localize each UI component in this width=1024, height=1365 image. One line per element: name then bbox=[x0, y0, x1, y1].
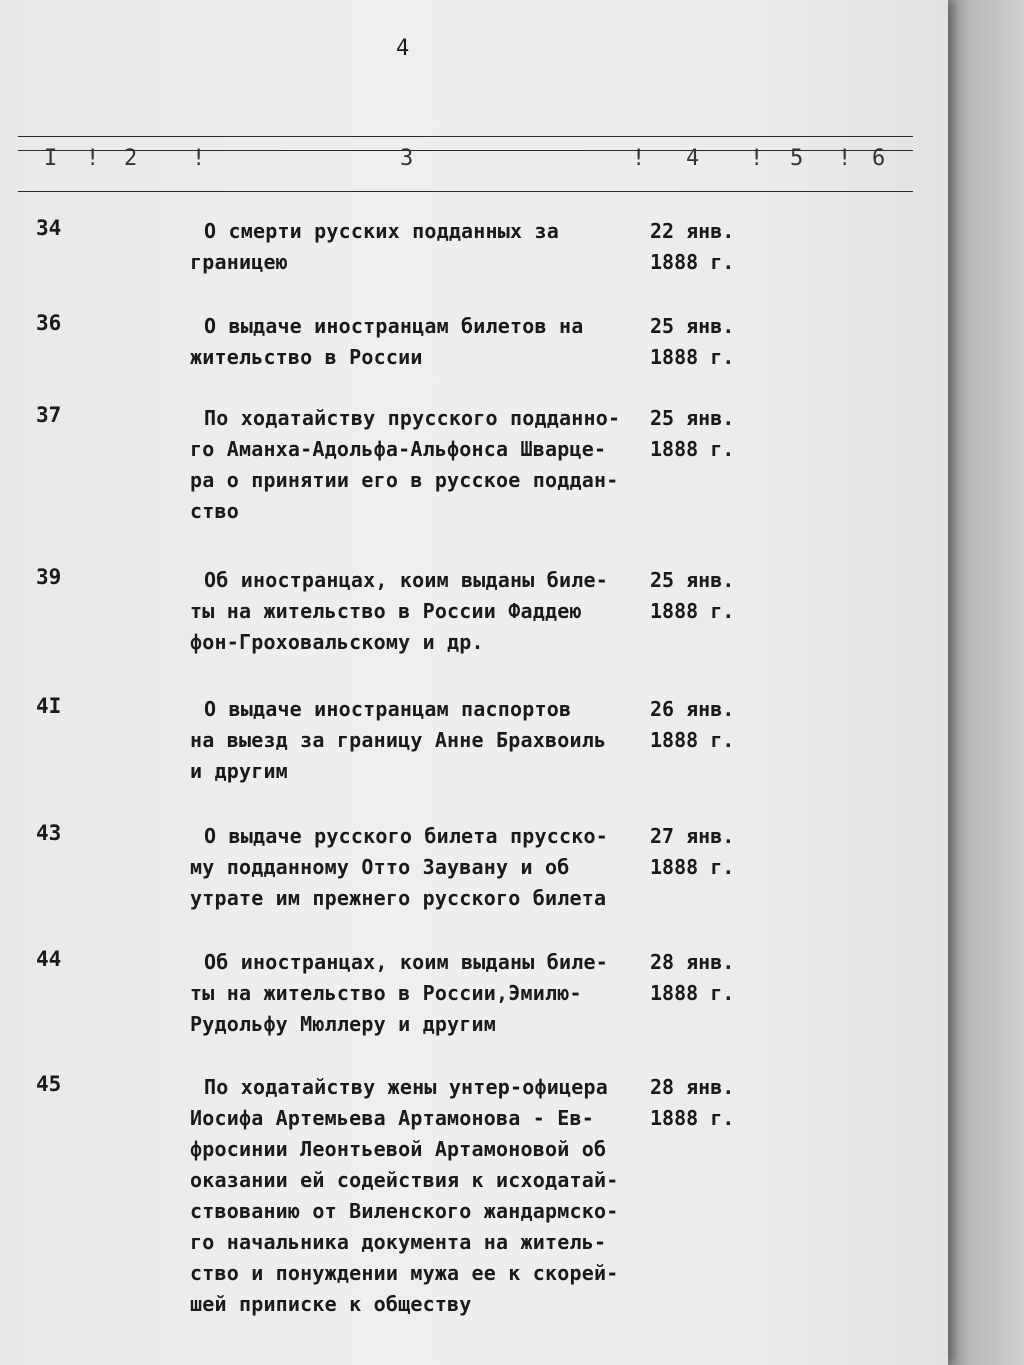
entry-description: О выдаче русского билета прусско- му подданному Отто Заувану и об утрате им прежнего русского билета bbox=[190, 824, 608, 910]
entry-date: 28 янв. 1888 г. bbox=[650, 950, 735, 1005]
column-separator: ! bbox=[86, 146, 100, 171]
column-header-4: 4 bbox=[686, 146, 700, 171]
table-header-inner-rule bbox=[18, 150, 913, 151]
entry-description: Об иностранцах, коим выданы биле- ты на жительство в Pоссии Фаддею фон-Гроховальскому и др. bbox=[190, 568, 608, 654]
column-header-3: 3 bbox=[400, 146, 414, 171]
entry-description: О выдаче иностранцам билетов на жительство в России bbox=[190, 314, 584, 369]
entry-date: 26 янв. 1888 г. bbox=[650, 697, 735, 752]
entry-date: 25 янв. 1888 г. bbox=[650, 568, 735, 623]
column-separator: ! bbox=[632, 146, 646, 171]
column-header-1: I bbox=[44, 146, 58, 171]
entry-number: 37 bbox=[36, 403, 62, 427]
page-edge-shadow bbox=[948, 0, 1024, 1365]
entry-description: По ходатайству прусского подданно- го Аманха-Адольфа-Альфонса Шварце- ра о принятии его в русское поддан- ство bbox=[190, 406, 621, 523]
entry-description: Об иностранцах, коим выданы биле- ты на жительство в России,Эмилю- Рудольфу Мюллеру и другим bbox=[190, 950, 608, 1036]
entry-number: 44 bbox=[36, 947, 62, 971]
page-number: 4 bbox=[396, 36, 410, 61]
entry-description: О смерти русских подданных за границею bbox=[190, 219, 559, 274]
entry-number: 45 bbox=[36, 1072, 62, 1096]
column-header-6: 6 bbox=[872, 146, 886, 171]
column-header-2: 2 bbox=[124, 146, 138, 171]
entry-number: 43 bbox=[36, 821, 62, 845]
column-separator: ! bbox=[838, 146, 852, 171]
column-separator: ! bbox=[750, 146, 764, 171]
entry-date: 25 янв. 1888 г. bbox=[650, 314, 735, 369]
entry-number: 36 bbox=[36, 311, 62, 335]
entry-date: 25 янв. 1888 г. bbox=[650, 406, 735, 461]
column-header-5: 5 bbox=[790, 146, 804, 171]
column-separator: ! bbox=[192, 146, 206, 171]
entry-description: По ходатайству жены унтер-офицера Иосифа Артемьева Артамонова - Ев- фросинии Леонтьевой Артамоновой об оказании ей содействия к исходатай- ствованию от Виленского жандармско- го начальника документа на житель- ство и понуждении мужа ее к скорей- шей приписке к обществу bbox=[190, 1075, 619, 1316]
entry-description: О выдаче иностранцам паспортов на выезд за границу Анне Брахвоиль и другим bbox=[190, 697, 607, 783]
entry-number: 34 bbox=[36, 216, 62, 240]
entry-date: 28 янв. 1888 г. bbox=[650, 1075, 735, 1130]
entry-number: 4I bbox=[36, 694, 62, 718]
entry-number: 39 bbox=[36, 565, 62, 589]
table-header-bottom-rule bbox=[18, 191, 913, 192]
table-header-top-rule bbox=[18, 136, 913, 137]
entry-date: 22 янв. 1888 г. bbox=[650, 219, 735, 274]
entry-date: 27 янв. 1888 г. bbox=[650, 824, 735, 879]
